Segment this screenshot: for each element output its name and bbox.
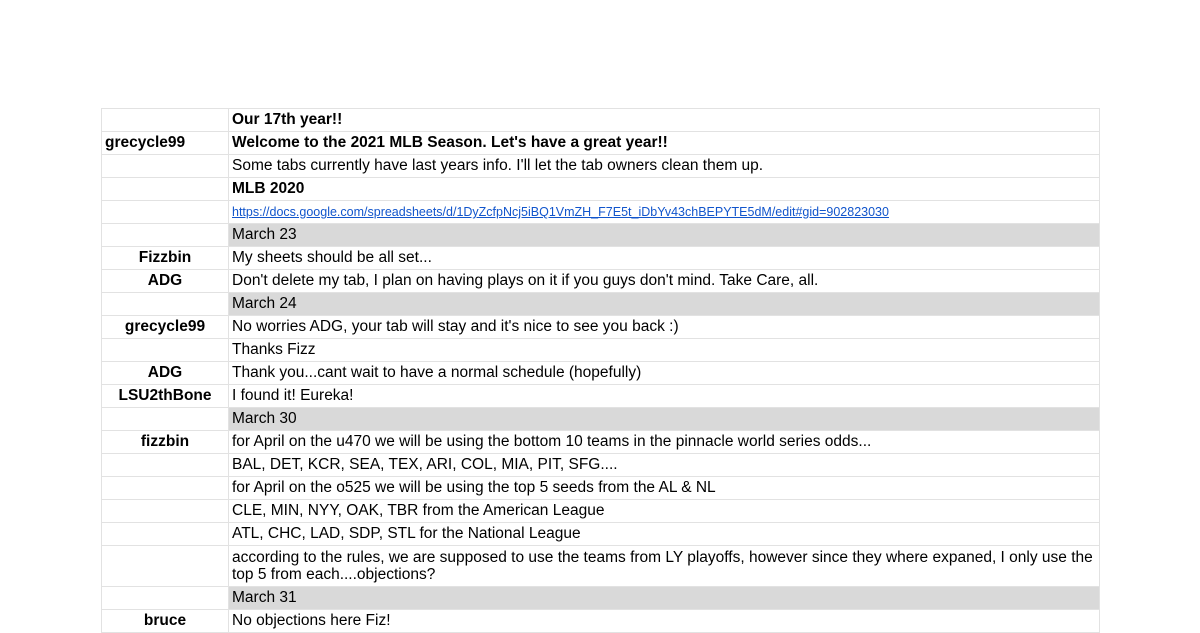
- message-cell[interactable]: Our 17th year!!: [229, 109, 1100, 132]
- author-cell[interactable]: [102, 587, 229, 610]
- author-cell[interactable]: [102, 201, 229, 224]
- message-cell[interactable]: according to the rules, we are supposed to use the teams from LY playoffs, however since they where expaned, I only use the top 5 from each....objections?: [229, 546, 1100, 587]
- sheet-row: [102, 385, 1100, 408]
- message-cell[interactable]: No objections here Fiz!: [229, 610, 1100, 633]
- sheet-row: [102, 523, 1100, 546]
- message-cell[interactable]: My sheets should be all set...: [229, 247, 1100, 270]
- author-cell[interactable]: [102, 408, 229, 431]
- sheet-row: [102, 270, 1100, 293]
- author-cell[interactable]: bruce: [102, 610, 229, 633]
- sheet-row: [102, 546, 1100, 587]
- sheet-row: [102, 155, 1100, 178]
- date-cell[interactable]: March 30: [229, 408, 1100, 431]
- author-cell[interactable]: Fizzbin: [102, 247, 229, 270]
- author-cell[interactable]: grecycle99: [102, 132, 229, 155]
- author-cell[interactable]: [102, 523, 229, 546]
- sheet-row: [102, 201, 1100, 224]
- message-cell[interactable]: Don't delete my tab, I plan on having plays on it if you guys don't mind. Take Care, all.: [229, 270, 1100, 293]
- message-cell[interactable]: BAL, DET, KCR, SEA, TEX, ARI, COL, MIA, PIT, SFG....: [229, 454, 1100, 477]
- date-cell[interactable]: March 23: [229, 224, 1100, 247]
- date-row: [102, 224, 1100, 247]
- author-cell[interactable]: [102, 178, 229, 201]
- sheet-row: [102, 477, 1100, 500]
- author-cell[interactable]: [102, 224, 229, 247]
- sheet-row: [102, 454, 1100, 477]
- date-row: [102, 293, 1100, 316]
- author-cell[interactable]: [102, 155, 229, 178]
- sheet-row: [102, 500, 1100, 523]
- message-cell[interactable]: for April on the o525 we will be using the top 5 seeds from the AL & NL: [229, 477, 1100, 500]
- sheet-row: [102, 132, 1100, 155]
- sheet-row: [102, 316, 1100, 339]
- message-cell[interactable]: ATL, CHC, LAD, SDP, STL for the National League: [229, 523, 1100, 546]
- chat-sheet-table: [101, 108, 1100, 633]
- author-cell[interactable]: [102, 546, 229, 587]
- sheet-row: [102, 362, 1100, 385]
- sheet-row: [102, 431, 1100, 454]
- spreadsheet-link[interactable]: https://docs.google.com/spreadsheets/d/1DyZcfpNcj5iBQ1VmZH_F7E5t_iDbYv43chBEPYTE5dM/edit#gid=902823030: [232, 205, 889, 219]
- message-cell[interactable]: MLB 2020: [229, 178, 1100, 201]
- author-cell[interactable]: [102, 454, 229, 477]
- author-cell[interactable]: ADG: [102, 362, 229, 385]
- message-cell[interactable]: [229, 201, 1100, 224]
- author-cell[interactable]: [102, 500, 229, 523]
- author-cell[interactable]: LSU2thBone: [102, 385, 229, 408]
- date-cell[interactable]: March 24: [229, 293, 1100, 316]
- date-row: [102, 408, 1100, 431]
- message-cell[interactable]: I found it! Eureka!: [229, 385, 1100, 408]
- sheet-row: [102, 339, 1100, 362]
- author-cell[interactable]: [102, 339, 229, 362]
- date-cell[interactable]: March 31: [229, 587, 1100, 610]
- sheet-row: [102, 178, 1100, 201]
- date-row: [102, 587, 1100, 610]
- author-cell[interactable]: [102, 293, 229, 316]
- author-cell[interactable]: fizzbin: [102, 431, 229, 454]
- message-cell[interactable]: No worries ADG, your tab will stay and it's nice to see you back :): [229, 316, 1100, 339]
- author-cell[interactable]: [102, 109, 229, 132]
- message-cell[interactable]: CLE, MIN, NYY, OAK, TBR from the American League: [229, 500, 1100, 523]
- sheet-row: [102, 610, 1100, 633]
- author-cell[interactable]: grecycle99: [102, 316, 229, 339]
- message-cell[interactable]: Some tabs currently have last years info. I'll let the tab owners clean them up.: [229, 155, 1100, 178]
- sheet-row: [102, 247, 1100, 270]
- sheet-row: [102, 109, 1100, 132]
- message-cell[interactable]: Thank you...cant wait to have a normal schedule (hopefully): [229, 362, 1100, 385]
- author-cell[interactable]: ADG: [102, 270, 229, 293]
- message-cell[interactable]: Welcome to the 2021 MLB Season. Let's have a great year!!: [229, 132, 1100, 155]
- author-cell[interactable]: [102, 477, 229, 500]
- message-cell[interactable]: Thanks Fizz: [229, 339, 1100, 362]
- message-cell[interactable]: for April on the u470 we will be using the bottom 10 teams in the pinnacle world series odds...: [229, 431, 1100, 454]
